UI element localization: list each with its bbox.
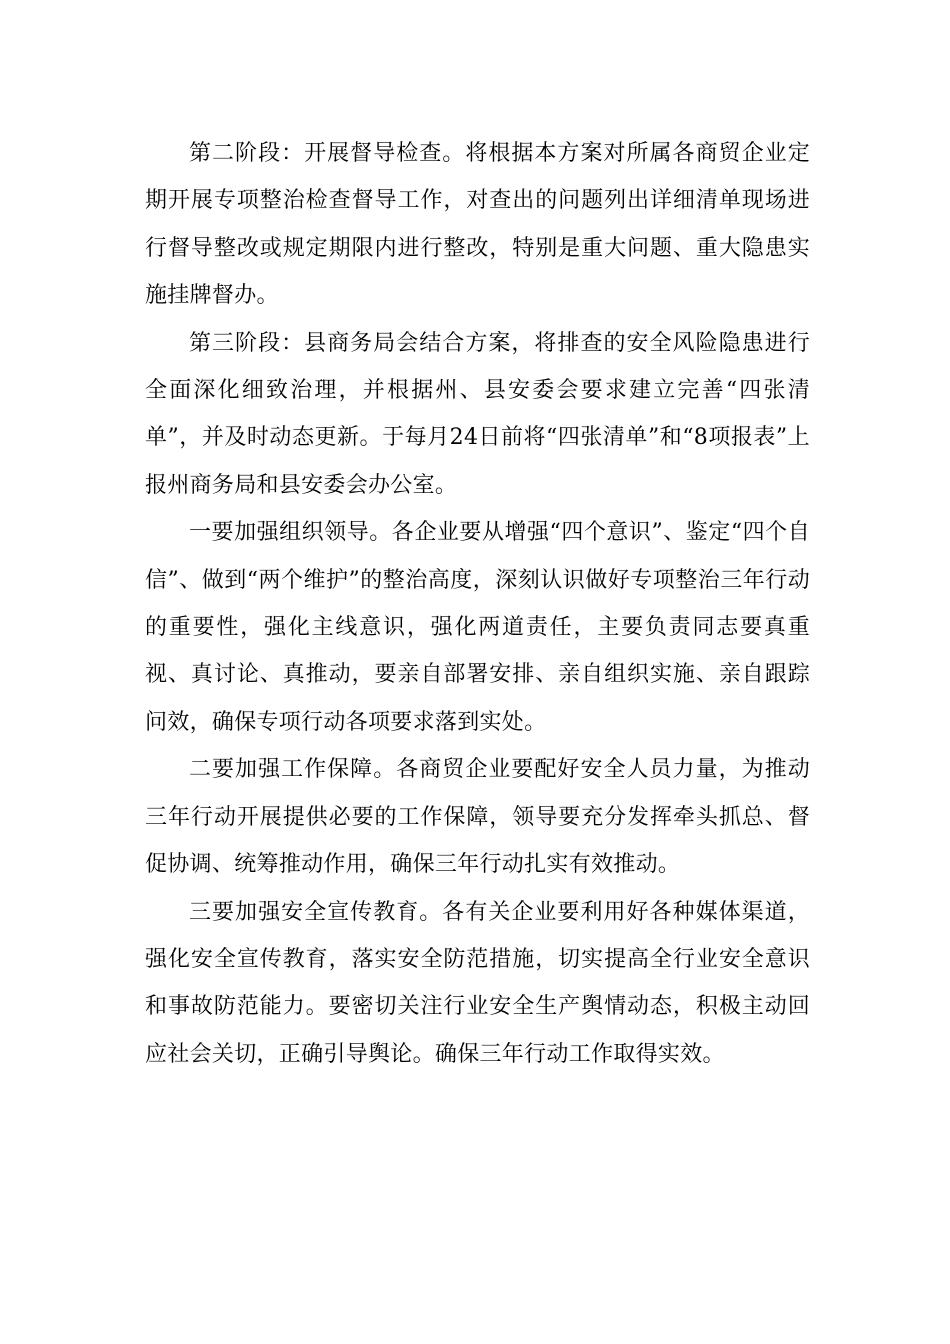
document-body bbox=[145, 130, 810, 1078]
paragraph-safety-education: 三要加强安全宣传教育。各有关企业要利用好各种媒体渠道，强化安全宣传教育，落实安全防范措施，切实提高全行业安全意识和事故防范能力。要密切关注行业安全生产舆情动态，积极主动回应社会关切，正确引导舆论。确保三年行动工作取得实效。 bbox=[145, 899, 810, 1067]
paragraph-organization-leadership: 一要加强组织领导。各企业要从增强“四个意识”、鉴定“四个自信”、做到“两个维护”的整治高度，深刻认识做好专项整治三年行动的重要性，强化主线意识，强化两道责任，主要负责同志要真重视、真讨论、真推动，要亲自部署安排、亲自组织实施、亲自跟踪问效，确保专项行动各项要求落到实处。 bbox=[145, 520, 810, 735]
paragraph-work-guarantee: 二要加强工作保障。各商贸企业要配好安全人员力量，为推动三年行动开展提供必要的工作保障，领导要充分发挥牵头抓总、督促协调、统筹推动作用，确保三年行动扎实有效推动。 bbox=[145, 757, 810, 878]
paragraph-stage-two: 第二阶段：开展督导检查。将根据本方案对所属各商贸企业定期开展专项整治检查督导工作，对查出的问题列出详细清单现场进行督导整改或规定期限内进行整改，特别是重大问题、重大隐患实施挂牌督办。 bbox=[145, 141, 810, 309]
paragraph-stage-three: 第三阶段：县商务局会结合方案，将排查的安全风险隐患进行全面深化细致治理，并根据州、县安委会要求建立完善“四张清单”，并及时动态更新。于每月24日前将“四张清单”和“8项报表”上报州商务局和县安委会办公室。 bbox=[145, 330, 810, 498]
